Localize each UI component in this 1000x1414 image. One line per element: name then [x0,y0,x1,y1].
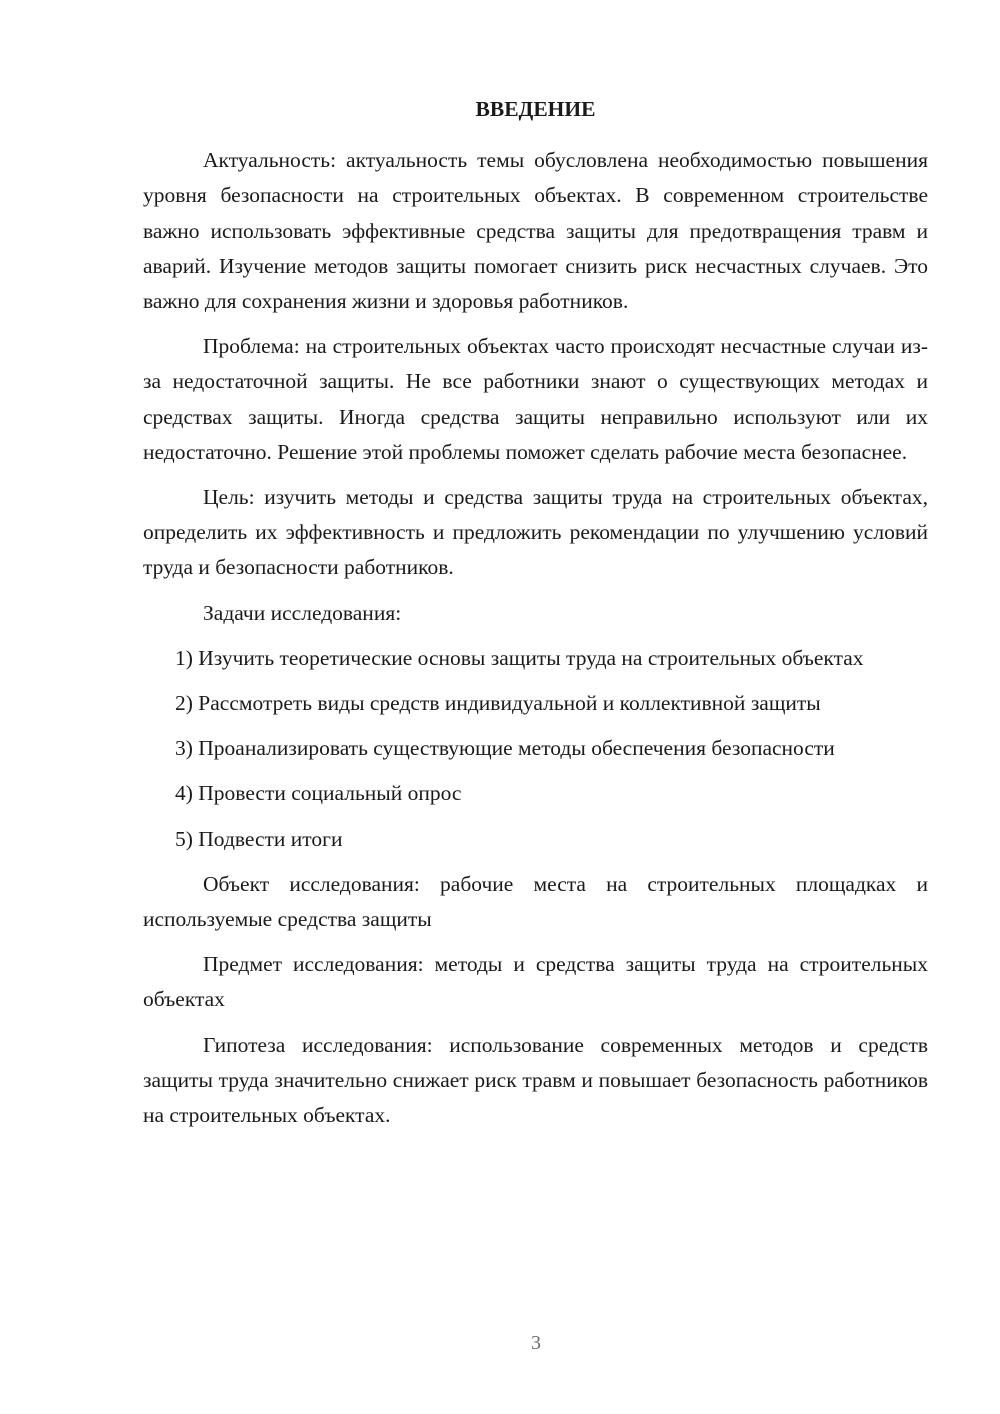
paragraph-hypothesis: Гипотеза исследования: использование современных методов и средств защиты труда значительно снижает риск травм и повышает безопасность работников на строительных объектах. [143,1032,928,1128]
paragraph-relevance: Актуальность: актуальность темы обусловлена необходимостью повышения уровня безопасности на строительных объектах. В современном строительстве важно использовать эффективные средства защиты для предотвращения травм и аварий. Изучение методов защиты помогает снизить риск несчастных случаев. Это важно для сохранения жизни и здоровья работников. [143,148,928,314]
task-item: 2) Рассмотреть виды средств индивидуальной и коллективной защиты [175,691,821,716]
paragraph-problem: Проблема: на строительных объектах часто происходят несчастные случаи из-за недостаточной защиты. Не все работники знают о существующих методах и средствах защиты. Иногда средства защиты неправильно используют или их недостаточно. Решение этой проблемы поможет сделать рабочие места безопаснее. [143,334,928,464]
page-title: ВВЕДЕНИЕ [475,97,596,121]
paragraph-goal: Цель: изучить методы и средства защиты труда на строительных объектах, определить их эффективность и предложить рекомендации по улучшению условий труда и безопасности работников. [143,485,928,580]
document-page [143,92,928,1143]
task-item: 1) Изучить теоретические основы защиты труда на строительных объектах [175,645,864,670]
task-item: 5) Подвести итоги [175,826,343,851]
tasks-heading: Задачи исследования: [203,600,402,625]
paragraph-subject: Предмет исследования: методы и средства защиты труда на строительных объектах [143,952,928,1012]
page-number: 3 [531,1332,541,1354]
task-item: 3) Проанализировать существующие методы обеспечения безопасности [175,736,835,761]
paragraph-object: Объект исследования: рабочие места на строительных площадках и используемые средства защиты [143,871,928,932]
task-list [143,641,928,857]
task-item: 4) Провести социальный опрос [175,781,462,806]
